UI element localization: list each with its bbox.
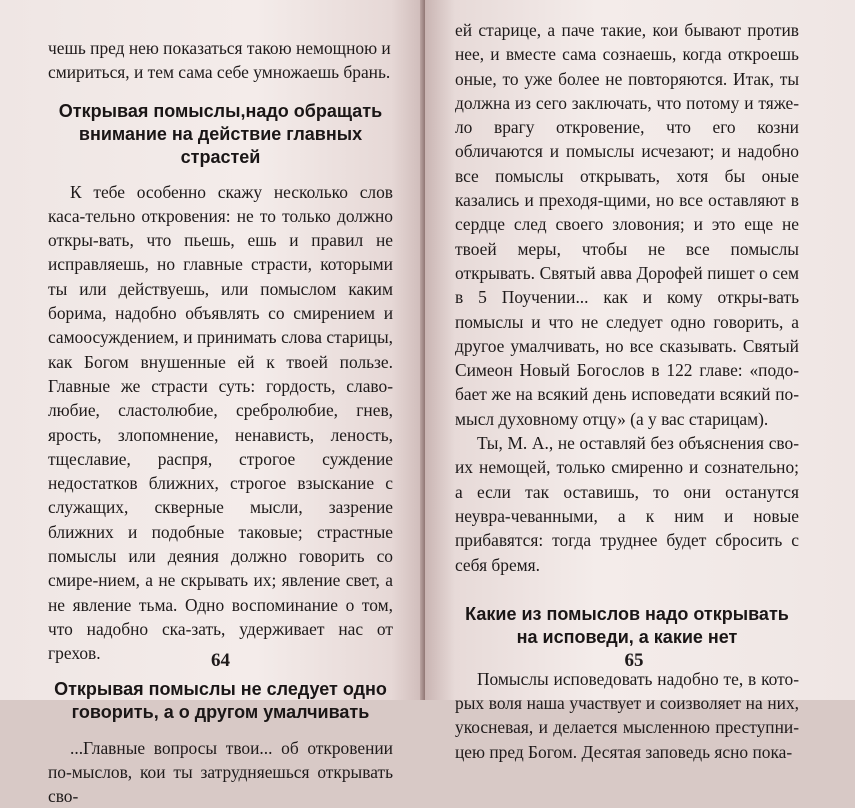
- right-paragraph-1: ей старице, а паче такие, кои бывают против нее, и вместе сама сознаешь, когда откроешь оные, то уже более не повторяются. Итак, ты должна из сего заключать, что потому и тяже-ло врагу откровение, что его козни обличаются и помыслы исчезают; и надобно все помыслы открывать, хотя бы оные казались и преходя-щими, но все оставляют в сердце след своего зловония; и это еще не твоей меры, чтобы не все помыслы открывать. Святый авва Дорофей пишет о сем в 5 Поучении... как и кому откры-вать помыслы и что не следует одно говорить, а другое умалчивать, но все сказывать. Святый Симеон Новый Богослов в 122 главе: «подо-бает же на всякий день исповедати всякий по-мысл духовному отцу» (а у вас старицам).: [455, 20, 799, 429]
- section-heading-not-conceal: Открывая помыслы не следует одно говорить, а о другом умалчивать: [54, 678, 387, 722]
- section-heading-which-thoughts: Какие из помыслов надо открывать на исповеди, а какие нет: [465, 603, 789, 647]
- page-number-left: 64: [211, 650, 230, 671]
- left-paragraph-2: ...Главные вопросы твои... об откровении по-мыслов, кои ты затрудняешься открывать сво-: [48, 737, 393, 807]
- section-heading-open-thoughts: Открывая помыслы,надо обращать внимание на действие главных страстей: [58, 100, 383, 167]
- left-top-line-2: смириться, и тем сама себе умножаешь брань.: [48, 62, 391, 83]
- right-paragraph-3: Помыслы исповедовать надобно те, в кото-рых воля наша участвует и соизволяет на них, укосневая, и делается мысленною преступни-цею пред Богом. Десятая заповедь ясно пока-: [455, 668, 799, 762]
- page-number-right: 65: [624, 650, 644, 671]
- right-paragraph-2: Ты, М. А., не оставляй без объяснения сво-их немощей, только смиренно и сознательно; а если так оставишь, то они останутся неувра-чеванными, а к ним и новые прибавятся: тогда труднее будет сбросить с себя бремя.: [455, 433, 799, 575]
- left-page: [0, 0, 425, 807]
- right-page: [425, 0, 855, 762]
- left-page-text: [48, 36, 393, 808]
- left-paragraph-1: К тебе особенно скажу несколько слов каса-тельно откровения: не то только должно откры-вать, что пьешь, ешь и правил не исправляешь, но главные страсти, которыми ты или действуешь, или помыслом каким борима, надобно объявлять со смирением и самоосуждением, и принимать слова старицы, как Богом внушенные ей к твоей пользе. Главные же страсти суть: гордость, славо-любие, сластолюбие, сребролюбие, гнев, ярость, злопомнение, ненависть, леность, тщеславие, распря, строгое суждение недостатков ближних, строгое взыскание с служащих, скверные мысли, зазрение ближних и подобные таковые; страстные помыслы или деяния должно говорить со смире-нием, а не скрывать их; явление свет, а не явление тьма. Одно воспоминание о том, что надобно ска-зать, удерживает нас от грехов.: [48, 181, 393, 664]
- left-top-line-1: чешь пред нею показаться такою немощною и: [48, 38, 391, 58]
